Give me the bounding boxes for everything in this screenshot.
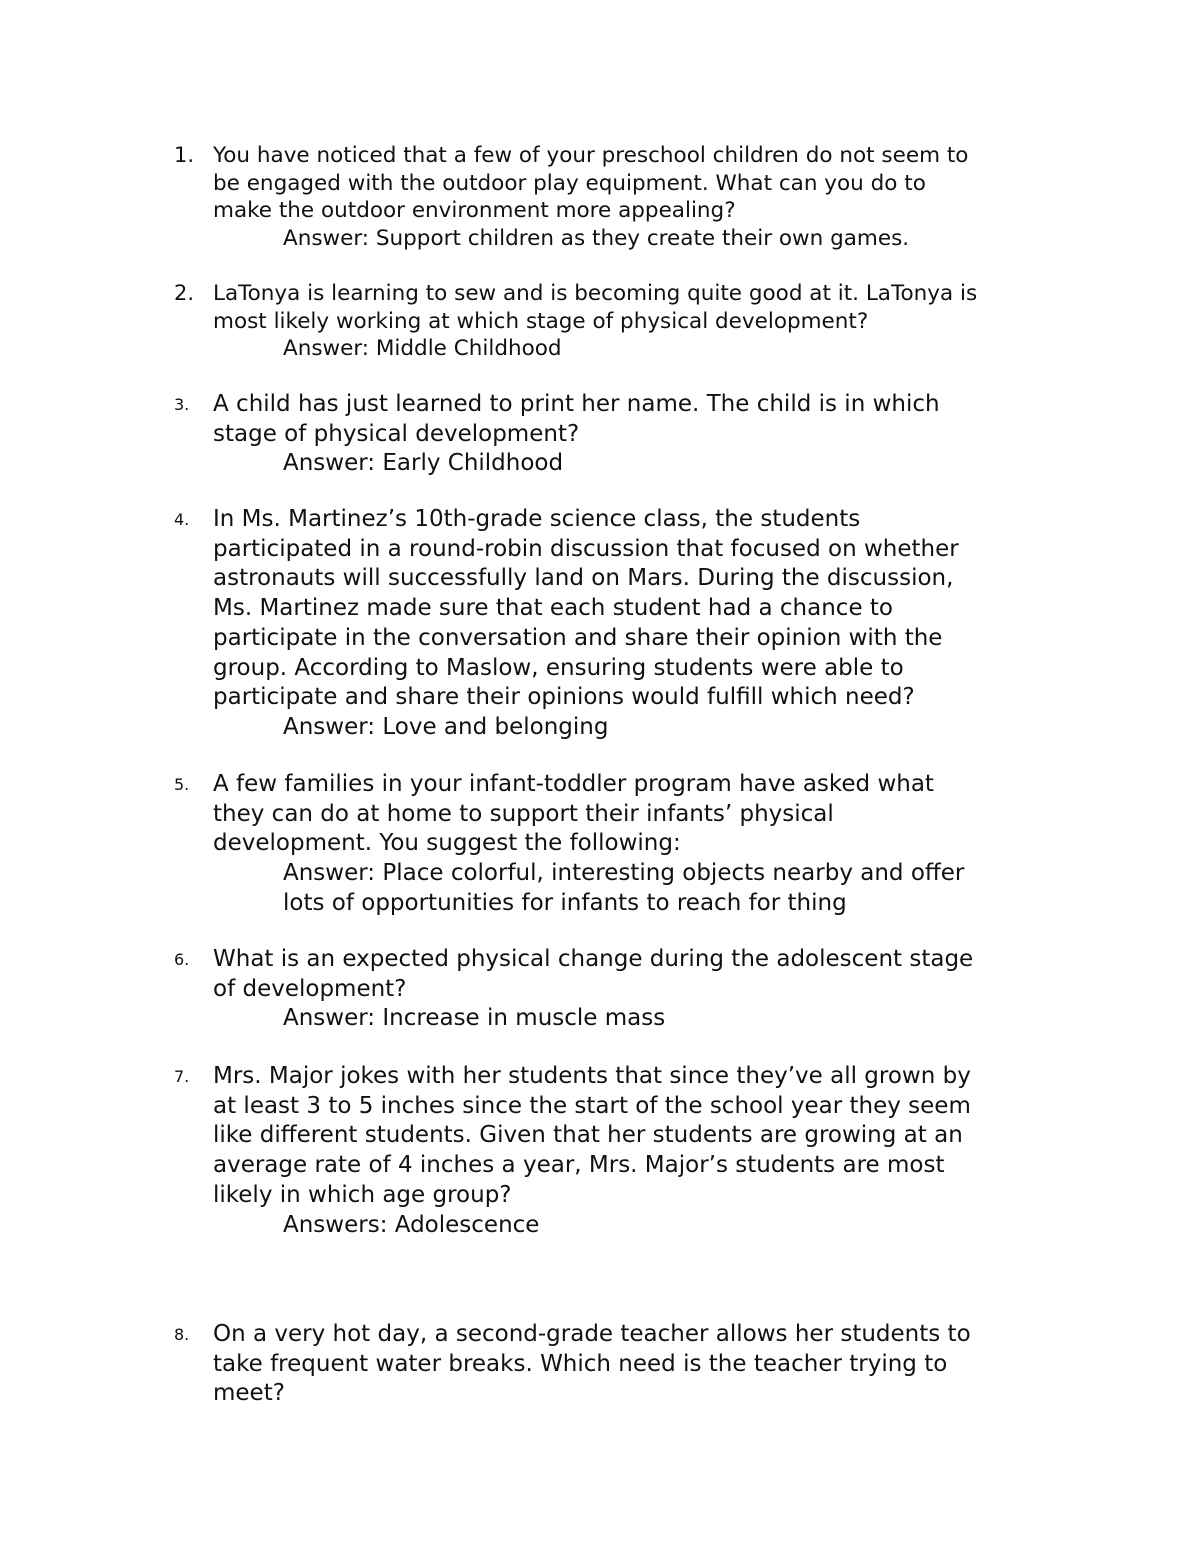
answer-text-line: Answer: Increase in muscle mass xyxy=(283,1005,666,1032)
question-number: 8. xyxy=(174,1325,190,1344)
question-number: 7. xyxy=(174,1067,190,1086)
question-text-line: take frequent water breaks. Which need is the teacher trying to xyxy=(213,1350,948,1377)
answer-text xyxy=(213,449,1073,479)
answer-text xyxy=(213,1004,1073,1034)
question-text-line: make the outdoor environment more appealing? xyxy=(213,198,736,223)
question-body xyxy=(213,390,1073,479)
question-number: 6. xyxy=(174,950,190,969)
question-text-line: You have noticed that a few of your preschool children do not seem to xyxy=(213,143,969,168)
question-number: 2. xyxy=(174,281,195,305)
question-text-line: Ms. Martinez made sure that each student had a chance to xyxy=(213,595,894,622)
answer-text-line: Answer: Love and belonging xyxy=(283,713,609,740)
answer-text xyxy=(213,225,1073,253)
question-text-line: group. According to Maslow, ensuring students were able to xyxy=(213,654,904,681)
answer-text-line: Answer: Place colorful, interesting objects nearby and offer xyxy=(283,860,965,887)
question-number: 5. xyxy=(174,775,190,794)
answer-text xyxy=(213,713,1073,743)
question-text-line: average rate of 4 inches a year, Mrs. Major’s students are most xyxy=(213,1152,945,1179)
question-body xyxy=(213,770,1073,919)
question-body xyxy=(213,1062,1073,1240)
question-text-line: at least 3 to 5 inches since the start of the school year they seem xyxy=(213,1092,971,1119)
answer-text-line: Answers: Adolescence xyxy=(283,1211,540,1238)
question-body xyxy=(213,945,1073,1034)
question-text-line: A few families in your infant-toddler program have asked what xyxy=(213,771,934,797)
question-text-line: they can do at home to support their infants’ physical xyxy=(213,800,834,827)
question-text-line: like different students. Given that her students are growing at an xyxy=(213,1122,963,1149)
question-text-line: A child has just learned to print her name. The child is in which xyxy=(213,391,940,417)
question-text-line: participate in the conversation and share their opinion with the xyxy=(213,624,943,651)
question-text-line: development. You suggest the following: xyxy=(213,830,681,857)
question-text-line: participate and share their opinions would fulfill which need? xyxy=(213,684,915,711)
question-text-line: Mrs. Major jokes with her students that since they’ve all grown by xyxy=(213,1063,971,1089)
question-text-line: participated in a round-robin discussion that focused on whether xyxy=(213,535,959,562)
question-text-line: astronauts will successfully land on Mars. During the discussion, xyxy=(213,565,954,592)
question-text-line: be engaged with the outdoor play equipment. What can you do to xyxy=(213,170,926,196)
answer-text-line: Answer: Support children as they create their own games. xyxy=(283,225,910,251)
question-text-line: meet? xyxy=(213,1380,285,1407)
question-text-line: In Ms. Martinez’s 10th-grade science class, the students xyxy=(213,506,861,532)
question-text-line: On a very hot day, a second-grade teacher allows her students to xyxy=(213,1321,971,1347)
question-body xyxy=(213,142,1073,252)
answer-text-line: Answer: Middle Childhood xyxy=(283,336,562,361)
question-text-line: likely in which age group? xyxy=(213,1181,512,1208)
question-body xyxy=(213,280,1073,363)
question-text-line: LaTonya is learning to sew and is becoming quite good at it. LaTonya is xyxy=(213,281,978,306)
question-text-line: stage of physical development? xyxy=(213,420,580,447)
question-text-line: What is an expected physical change during the adolescent stage xyxy=(213,946,974,972)
question-number: 1. xyxy=(174,143,195,167)
question-text-line: of development? xyxy=(213,975,407,1002)
answer-text-line: Answer: Early Childhood xyxy=(283,450,564,477)
answer-text xyxy=(213,335,1073,363)
answer-text xyxy=(213,859,1073,918)
question-body xyxy=(213,505,1073,743)
question-body xyxy=(213,1320,1073,1409)
answer-text-line: lots of opportunities for infants to reach for thing xyxy=(283,889,847,916)
question-text-line: most likely working at which stage of physical development? xyxy=(213,308,869,334)
question-number: 4. xyxy=(174,510,190,529)
question-number: 3. xyxy=(174,395,190,414)
answer-text xyxy=(213,1211,1073,1241)
